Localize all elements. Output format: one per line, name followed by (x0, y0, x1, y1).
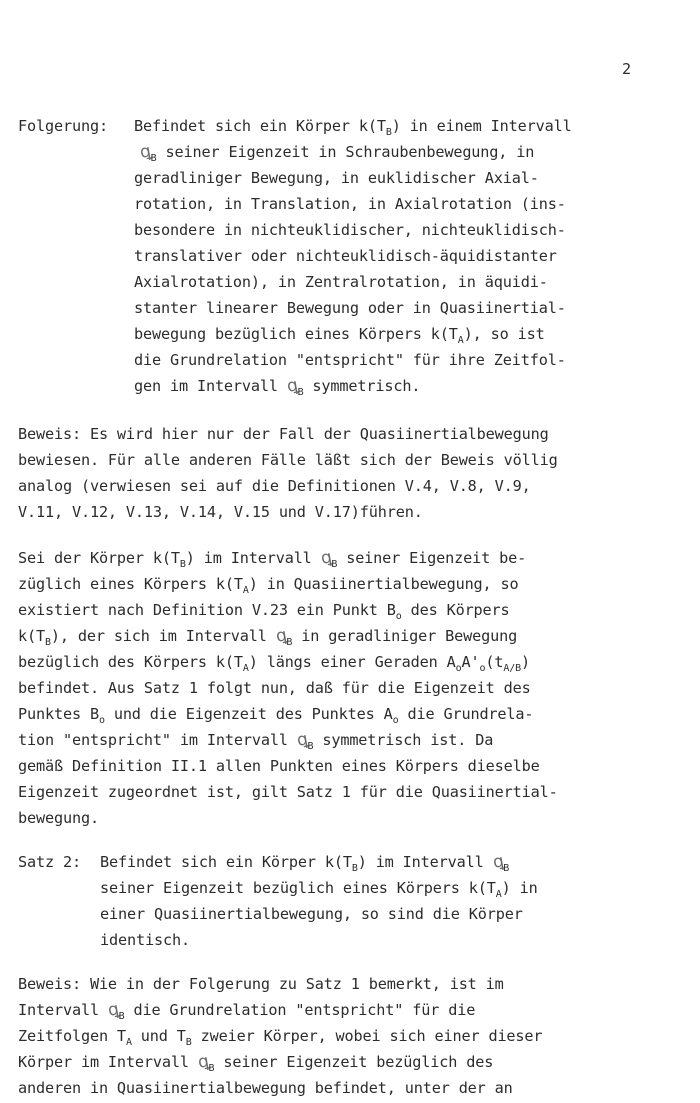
paragraph-line-4: $k(T_B)$, der sich im Intervall ꝗ$_B$ in geradliniger Bewegung (18, 625, 518, 648)
folgerung-line-7: Axialrotation), in Zentralrotation, in äquidi- (134, 273, 548, 291)
folgerung-line-8: stanter linearer Bewegung oder in Quasiinertial- (134, 299, 566, 317)
page-number: 2 (622, 60, 631, 78)
beweis1-line-3: analog (verwiesen sei auf die Definitionen V.4, V.8, V.9, (18, 477, 531, 495)
paragraph-line-11: bewegung. (18, 809, 99, 827)
folgerung-line-4: rotation, in Translation, in Axialrotation (ins- (134, 195, 566, 213)
beweis2-line-2: Intervall ꝗ$_B$ die Grundrelation "entspricht" für die (18, 999, 476, 1022)
beweis2-line-5: anderen in Quasiinertialbewegung befindet, unter der an (18, 1079, 513, 1097)
satz2-label: Satz 2: (18, 853, 81, 871)
interval-symbol: ꝗ (285, 375, 300, 397)
interval-symbol: ꝗ (274, 625, 289, 647)
folgerung-line-6: translativer oder nichteuklidisch-äquidistanter (134, 247, 557, 265)
folgerung-line-2: ꝗ$_B$ seiner Eigenzeit in Schraubenbewegung, in (138, 141, 535, 164)
paragraph-line-9: gemäß Definition II.1 allen Punkten eines Körpers dieselbe (18, 757, 540, 775)
paragraph-line-8: tion "entspricht" im Intervall ꝗ$_B$ symmetrisch ist. Da (18, 729, 494, 752)
satz2-line-4: identisch. (100, 931, 190, 949)
interval-symbol: ꝗ (196, 1051, 211, 1073)
interval-symbol: ꝗ (490, 851, 505, 873)
satz2-line-3: einer Quasiinertialbewegung, so sind die Körper (100, 905, 523, 923)
beweis1-line-4: V.11, V.12, V.13, V.14, V.15 und V.17)führen. (18, 503, 423, 521)
folgerung-line-11: gen im Intervall ꝗ$_B$ symmetrisch. (134, 375, 421, 398)
paragraph-line-5: bezüglich des Körpers $k(T_A)$ längs einer Geraden $A_oA'_o(t_{A/B})$ (18, 653, 530, 674)
beweis1-line-2: bewiesen. Für alle anderen Fälle läßt sich der Beweis völlig (18, 451, 558, 469)
interval-symbol: ꝗ (319, 547, 333, 569)
paragraph-line-3: existiert nach Definition V.23 ein Punkt $B_o$ des Körpers (18, 601, 510, 622)
beweis2-line-4: Körper im Intervall ꝗ$_B$ seiner Eigenzeit bezüglich des (18, 1051, 494, 1074)
beweis1-line-1: Beweis: Es wird hier nur der Fall der Quasiinertialbewegung (18, 425, 549, 443)
folgerung-line-5: besondere in nichteuklidischer, nichteuklidisch- (134, 221, 566, 239)
folgerung-line-1: Befindet sich ein Körper $k(T_B)$ in einem Intervall (134, 117, 572, 138)
beweis2-line-3: Zeitfolgen $T_A$ und $T_B$ zweier Körper, wobei sich einer dieser (18, 1027, 543, 1048)
interval-symbol: ꝗ (295, 729, 310, 751)
folgerung-line-9: bewegung bezüglich eines Körpers $k(T_A)$, so ist (134, 325, 545, 346)
paragraph-line-1: Sei der Körper $k(T_B)$ im Intervall ꝗ$_B$ seiner Eigenzeit be- (18, 547, 527, 570)
interval-symbol: ꝗ (106, 999, 121, 1021)
folgerung-label: Folgerung: (18, 117, 108, 135)
beweis2-line-1: Beweis: Wie in der Folgerung zu Satz 1 bemerkt, ist im (18, 975, 504, 993)
paragraph-line-2: züglich eines Körpers $k(T_A)$ in Quasiinertialbewegung, so (18, 575, 519, 596)
satz2-line-2: seiner Eigenzeit bezüglich eines Körpers $k(T_A)$ in (100, 879, 538, 900)
paragraph-line-6: befindet. Aus Satz 1 folgt nun, daß für die Eigenzeit des (18, 679, 531, 697)
interval-symbol: ꝗ (138, 141, 153, 163)
folgerung-line-3: geradliniger Bewegung, in euklidischer Axial- (134, 169, 539, 187)
satz2-line-1: Befindet sich ein Körper $k(T_B)$ im Intervall ꝗ$_B$ (100, 851, 510, 874)
folgerung-line-10: die Grundrelation "entspricht" für ihre Zeitfol- (134, 351, 566, 369)
paragraph-line-7: Punktes $B_o$ und die Eigenzeit des Punktes $A_o$ die Grundrela- (18, 705, 534, 726)
paragraph-line-10: Eigenzeit zugeordnet ist, gilt Satz 1 für die Quasiinertial- (18, 783, 558, 801)
